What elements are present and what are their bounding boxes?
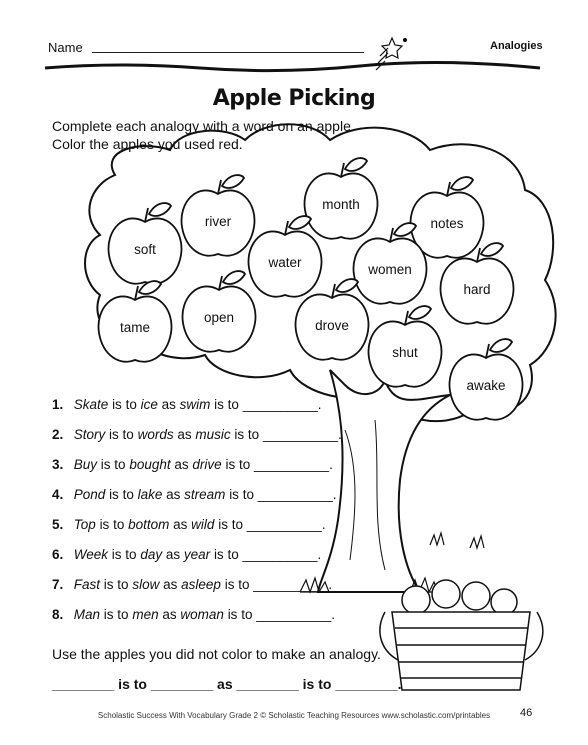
name-label: Name xyxy=(48,40,83,55)
apple-word-river: river xyxy=(204,214,232,229)
answer-blank[interactable]: __________. xyxy=(242,397,322,412)
answer-blank[interactable]: __________. xyxy=(253,457,333,472)
term-c: music xyxy=(195,427,231,442)
tree-trunk xyxy=(318,370,450,592)
term-a: Pond xyxy=(73,487,106,502)
analogy-item-5 xyxy=(52,517,326,532)
item-number: 2. xyxy=(52,427,64,442)
is-to: is to xyxy=(103,577,129,592)
analogy-item-1 xyxy=(52,397,322,412)
apple-word-open: open xyxy=(203,310,235,325)
item-number: 3. xyxy=(52,457,64,472)
is-to: is to xyxy=(213,547,239,562)
term-b: day xyxy=(140,547,163,562)
term-a: Week xyxy=(73,547,109,562)
is-to: is to xyxy=(103,607,129,622)
analogy-item-8 xyxy=(52,607,335,622)
is-to: is to xyxy=(112,397,137,412)
analogy-item-7 xyxy=(52,577,332,592)
is-to: is to xyxy=(99,517,125,532)
is-to: is to xyxy=(218,517,243,532)
instruction-line-1: Complete each analogy with a word on an apple. xyxy=(52,118,355,134)
answer-blank[interactable]: __________. xyxy=(242,547,322,562)
term-c: woman xyxy=(180,607,224,622)
item-number: 4. xyxy=(52,487,64,502)
item-number: 5. xyxy=(52,517,64,532)
term-a: Fast xyxy=(73,577,101,592)
apple-word-soft: soft xyxy=(134,242,156,257)
section-tag: Analogies xyxy=(490,40,543,52)
is-to: is to xyxy=(229,487,254,502)
answer-blank[interactable]: __________. xyxy=(257,487,337,502)
item-number: 7. xyxy=(52,577,64,592)
term-a: Skate xyxy=(73,397,109,412)
term-c: swim xyxy=(179,397,211,412)
term-a: Story xyxy=(73,427,106,442)
answer-blank[interactable]: __________. xyxy=(246,517,326,532)
is-to: is to xyxy=(111,547,137,562)
term-b: slow xyxy=(132,577,160,592)
term-a: Top xyxy=(73,517,96,532)
term-b: lake xyxy=(137,487,163,502)
apple-word-water: water xyxy=(268,255,302,270)
page-number: 46 xyxy=(520,707,533,719)
is-to: is to xyxy=(100,457,126,472)
term-c: stream xyxy=(184,487,226,502)
is-to: is to xyxy=(109,487,134,502)
as-word: as xyxy=(162,607,177,622)
term-c: year xyxy=(183,547,211,562)
as-word: as xyxy=(161,397,176,412)
term-b: bought xyxy=(129,457,171,472)
apple-word-drove: drove xyxy=(315,318,349,333)
is-to: is to xyxy=(234,427,260,442)
apple-word-month: month xyxy=(322,197,360,212)
as-word: as xyxy=(173,517,188,532)
analogy-item-2 xyxy=(52,427,342,442)
header-divider xyxy=(45,62,540,70)
as-word: as xyxy=(163,577,178,592)
apple-word-tame: tame xyxy=(119,320,150,335)
term-a: Man xyxy=(73,607,101,622)
term-b: ice xyxy=(140,397,158,412)
page-title: Apple Picking xyxy=(212,86,376,111)
term-a: Buy xyxy=(73,457,98,472)
instruction-line-2: Color the apples you used red. xyxy=(52,136,243,152)
answer-blank[interactable]: __________. xyxy=(253,577,333,592)
analogy-item-4 xyxy=(52,487,337,502)
footer-credit: Scholastic Success With Vocabulary Grade 2 © Scholastic Teaching Resources www.scholastic.com/printables xyxy=(97,711,491,720)
is-to: is to xyxy=(227,607,253,622)
apple-basket xyxy=(380,580,543,690)
answer-blank[interactable]: __________. xyxy=(262,427,342,442)
as-word: as xyxy=(177,427,192,442)
apple-word-shut: shut xyxy=(392,345,418,360)
is-to: is to xyxy=(214,397,239,412)
make-your-own-analogy[interactable]: ________ is to ________ as ________ is to ________. xyxy=(52,676,402,692)
analogy-item-3 xyxy=(52,457,333,472)
apple-word-notes: notes xyxy=(430,216,464,231)
instructions xyxy=(52,117,412,153)
term-c: drive xyxy=(192,457,222,472)
analogy-item-6 xyxy=(52,547,321,562)
term-c: wild xyxy=(191,517,215,532)
apple-word-hard: hard xyxy=(463,282,491,297)
apple-word-women: women xyxy=(368,262,412,277)
apple-word-awake: awake xyxy=(466,378,506,393)
bottom-instruction: Use the apples you did not color to make an analogy. xyxy=(52,646,381,662)
item-number: 6. xyxy=(52,547,64,562)
term-c: asleep xyxy=(181,577,221,592)
is-to: is to xyxy=(109,427,134,442)
item-number: 1. xyxy=(52,397,64,412)
term-b: men xyxy=(132,607,159,622)
answer-blank[interactable]: __________. xyxy=(256,607,336,622)
as-word: as xyxy=(166,487,181,502)
as-word: as xyxy=(165,547,181,562)
as-word: as xyxy=(174,457,189,472)
item-number: 8. xyxy=(52,607,64,622)
is-to: is to xyxy=(224,577,250,592)
term-b: bottom xyxy=(128,517,170,532)
term-b: words xyxy=(137,427,174,442)
is-to: is to xyxy=(225,457,251,472)
